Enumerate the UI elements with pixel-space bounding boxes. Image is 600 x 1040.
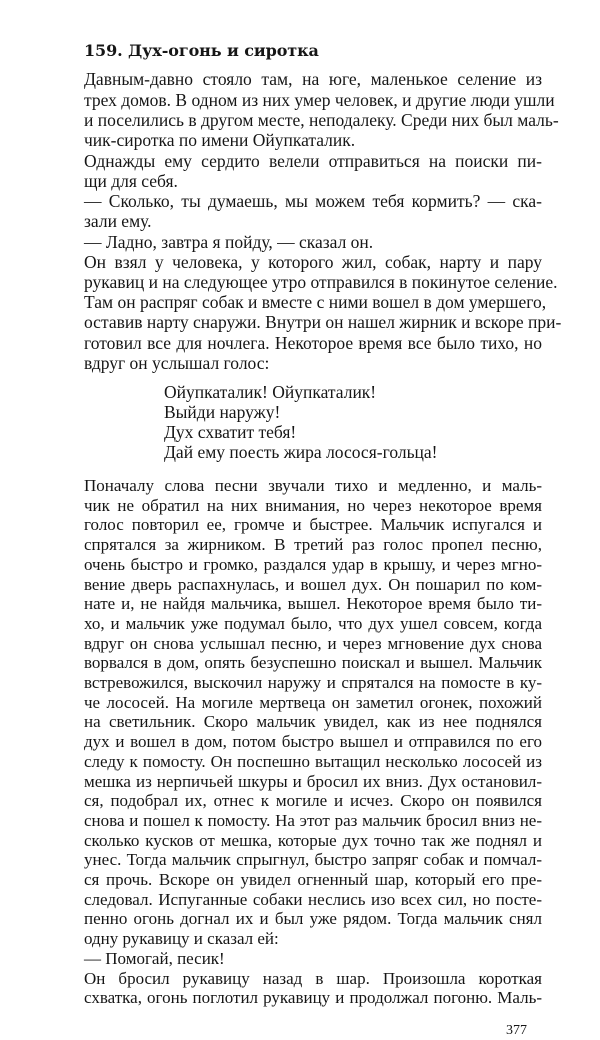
text-line: зали ему. — [84, 211, 152, 231]
text-line: — Помогай, песик! — [84, 948, 225, 968]
poem-line: Выйди наружу! — [164, 402, 281, 422]
page-number: 377 — [506, 1022, 527, 1038]
text-line: сколько кусков от мешка, которые дух точно так же поднял и — [84, 830, 542, 850]
text-line: Там он распряг собак и вместе с ними вошел в дом умершего, — [84, 292, 547, 312]
text-line: встревожился, выскочил наружу и спрятался на помосте в ку- — [84, 673, 542, 692]
text-line: и поселились в другом месте, неподалеку. Среди них был маль- — [84, 110, 559, 130]
text-line: нате и, не найдя мальчика, вышел. Некоторое время было ти- — [84, 594, 542, 614]
text-line: спрятался за жирником. В третий раз голос пропел песню, — [84, 535, 542, 555]
text-line: щи для себя. — [84, 171, 178, 191]
text-line: ся, подобрал их, отнес к могиле и исчез. Скоро он появился — [84, 791, 542, 811]
text-line: трех домов. В одном из них умер человек, и другие люди ушли — [84, 90, 555, 110]
poem-line: Дай ему поесть жира лосося-гольца! — [164, 442, 438, 462]
text-line: оставив нарту снаружи. Внутри он нашел жирник и вскоре при- — [84, 312, 562, 332]
text-line: следу к помосту. Он поспешно вытащил несколько лососей из — [84, 751, 542, 771]
text-line: че лососей. На могиле мертвеца он заметил огонек, похожий — [84, 692, 542, 712]
text-line: вдруг он услышал голос: — [84, 353, 270, 373]
text-line: Поначалу слова песни звучали тихо и медленно, и маль- — [84, 476, 542, 495]
text-line: Он взял у человека, у которого жил, собак, нарту и пару — [84, 252, 542, 272]
text-line: очень быстро и громко, раздался удар в крышу, и через мгно- — [84, 554, 542, 574]
poem-line: Ойупкаталик! Ойупкаталик! — [164, 382, 377, 402]
poem-line: Дух схватит тебя! — [164, 422, 297, 442]
text-line: ся прочь. Вскоре он увидел огненный шар, который его пре- — [84, 870, 542, 889]
story-title: 159. Дух-огонь и сиротка — [84, 41, 319, 60]
text-line: голос повторил ее, громче и быстрее. Мальчик испугался и — [84, 515, 542, 535]
text-line: — Сколько, ты думаешь, мы можем тебя кормить? — ска- — [84, 191, 542, 211]
text-line: Давным-давно стояло там, на юге, маленькое селение из — [84, 69, 542, 89]
text-line: Он бросил рукавицу назад в шар. Произошла короткая — [84, 968, 542, 988]
text-line: хо, и мальчик уже подумал было, что дух ушел совсем, когда — [84, 613, 542, 633]
text-line: дух и вошел в дом, потом быстро вышел и отправился по его — [84, 732, 542, 752]
text-line: мешка из нерпичьей шкуры и бросил их вниз. Дух остановил- — [84, 771, 542, 791]
text-line: ворвался в дом, опять безуспешно поискал и вышел. Мальчик — [84, 653, 542, 673]
text-line: одну рукавицу и сказал ей: — [84, 929, 279, 949]
text-line: готовил все для ночлега. Некоторое время все было тихо, но — [84, 333, 542, 353]
text-line: чик-сиротка по имени Ойупкаталик. — [84, 130, 356, 150]
text-line: вение дверь распахнулась, и вошел дух. Он пошарил по ком- — [84, 574, 542, 594]
text-line: Однажды ему сердито велели отправиться на поиски пи- — [84, 151, 542, 171]
text-line: на светильник. Скоро мальчик увидел, как из нее поднялся — [84, 712, 542, 732]
text-line: рукавиц и на следующее утро отправился в покинутое селение. — [84, 272, 558, 292]
text-line: — Ладно, завтра я пойду, — сказал он. — [84, 232, 374, 252]
text-line: чик не обратил на них внимания, но через некоторое время — [84, 495, 542, 515]
text-line: снова и пошел к помосту. На этот раз мальчик бросил вниз не- — [84, 810, 542, 830]
text-line: следовал. Испуганные собаки неслись изо всех сил, но посте- — [84, 889, 542, 909]
text-line: вдруг он снова услышал песню, и через мгновение дух снова — [84, 633, 542, 653]
text-line: унес. Тогда мальчик спрыгнул, быстро запряг собак и помчал- — [84, 850, 542, 870]
text-line: пенно огонь догнал их и был уже рядом. Тогда мальчик снял — [84, 909, 542, 929]
text-line: схватка, огонь поглотил рукавицу и продолжал погоню. Маль- — [84, 988, 542, 1008]
